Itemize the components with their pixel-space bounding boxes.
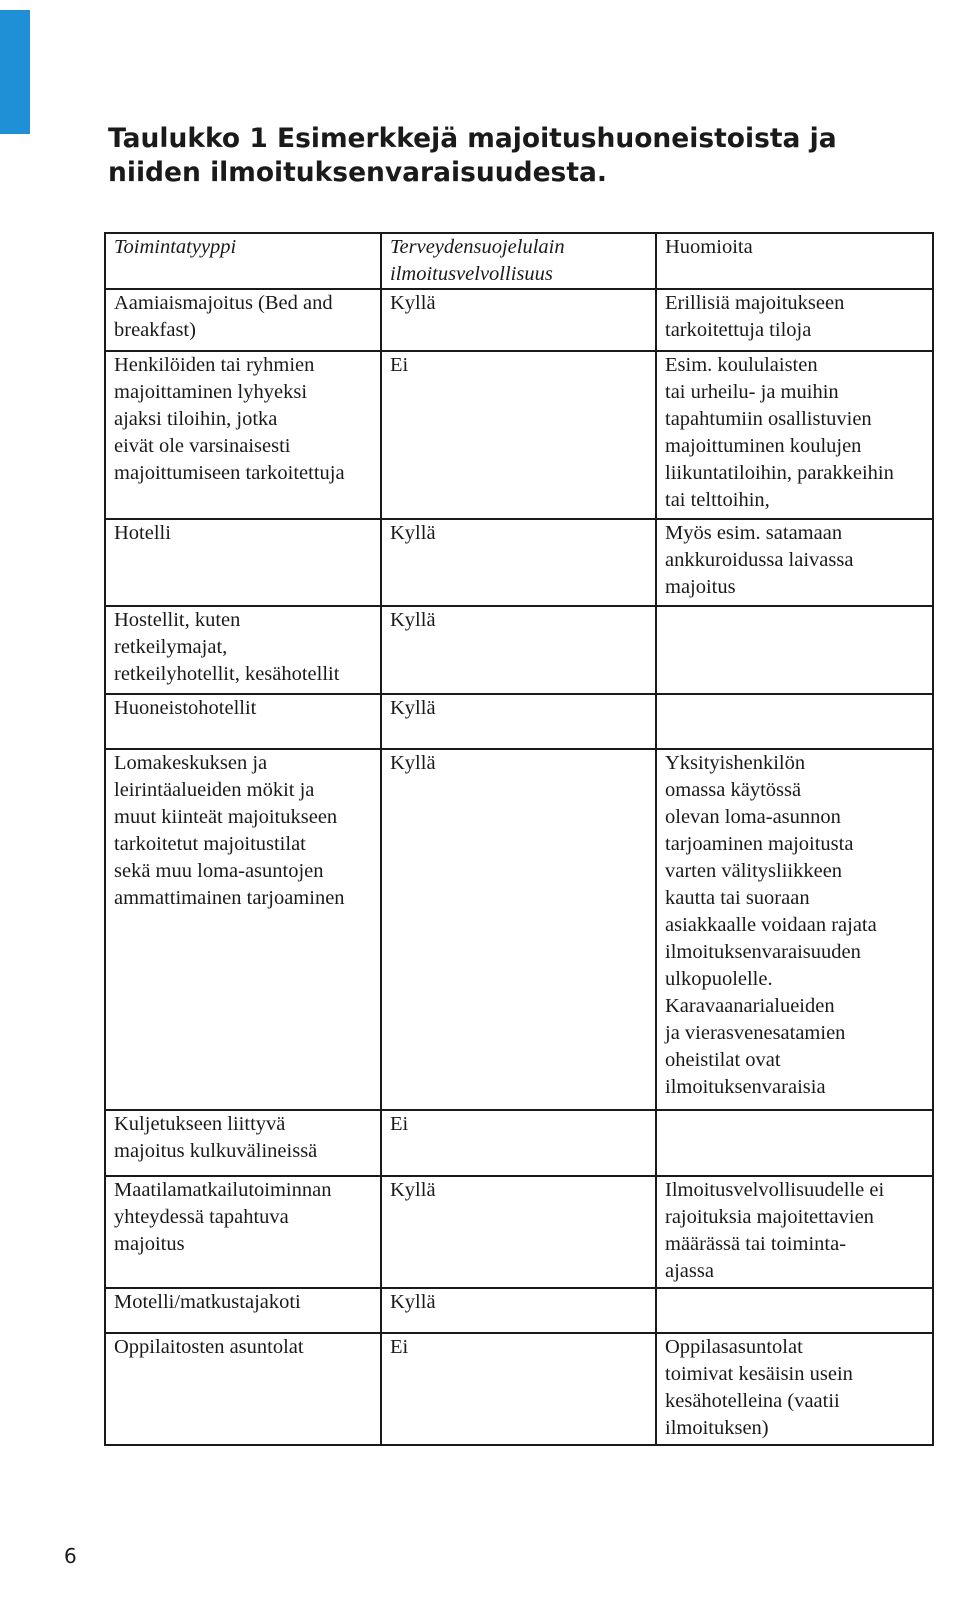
cell-line: Huoneistohotellit bbox=[114, 697, 257, 719]
cell-line: ja vierasvenesatamien bbox=[665, 1022, 846, 1044]
cell-line: Hotelli bbox=[114, 522, 171, 544]
cell-line: rajoituksia majoitettavien bbox=[665, 1206, 874, 1228]
cell-line: tarkoitetut majoitustilat bbox=[114, 833, 306, 855]
header-notification-line: ilmoitusvelvollisuus bbox=[390, 263, 553, 285]
cell-line: ajassa bbox=[665, 1260, 714, 1282]
cell-activity-type bbox=[105, 694, 381, 749]
header-activity-type: Toimintatyyppi bbox=[105, 233, 381, 289]
cell-line: kautta tai suoraan bbox=[665, 887, 810, 909]
header-notification-line: Terveydensuojelulain bbox=[390, 236, 565, 258]
accommodation-table bbox=[104, 232, 934, 1446]
cell-line: majoittuminen koulujen bbox=[665, 435, 862, 457]
cell-notification-duty: Kyllä bbox=[381, 1176, 656, 1288]
cell-line: liikuntatiloihin, parakkeihin bbox=[665, 462, 894, 484]
cell-line: retkeilyhotellit, kesähotellit bbox=[114, 663, 340, 685]
cell-activity-type bbox=[105, 1176, 381, 1288]
cell-line: Kuljetukseen liittyvä bbox=[114, 1113, 286, 1135]
cell-line: majoitus bbox=[114, 1233, 185, 1255]
table-row bbox=[105, 1288, 933, 1333]
cell-line: tai telttoihin, bbox=[665, 489, 770, 511]
cell-line: majoittumiseen tarkoitettuja bbox=[114, 462, 345, 484]
header-notification-duty bbox=[381, 233, 656, 289]
cell-line: omassa käytössä bbox=[665, 779, 802, 801]
cell-remarks bbox=[656, 694, 933, 749]
table-body bbox=[105, 289, 933, 1445]
table-row bbox=[105, 519, 933, 606]
table-row bbox=[105, 749, 933, 1110]
cell-line: Karavaanarialueiden bbox=[665, 995, 835, 1017]
cell-line: ilmoituksenvaraisia bbox=[665, 1076, 826, 1098]
accent-bar bbox=[0, 10, 30, 134]
cell-activity-type bbox=[105, 351, 381, 519]
cell-line: Oppilasasuntolat bbox=[665, 1336, 803, 1358]
cell-line: tai urheilu- ja muihin bbox=[665, 381, 839, 403]
cell-line: ulkopuolelle. bbox=[665, 968, 773, 990]
cell-notification-duty: Kyllä bbox=[381, 289, 656, 351]
table-header-row bbox=[105, 233, 933, 289]
table-row bbox=[105, 351, 933, 519]
cell-line: Henkilöiden tai ryhmien bbox=[114, 354, 315, 376]
cell-line: Myös esim. satamaan bbox=[665, 522, 843, 544]
cell-line: Maatilamatkailutoiminnan bbox=[114, 1179, 332, 1201]
cell-remarks bbox=[656, 1288, 933, 1333]
cell-notification-duty: Kyllä bbox=[381, 1288, 656, 1333]
cell-line: tarkoitettuja tiloja bbox=[665, 319, 812, 341]
cell-line: toimivat kesäisin usein bbox=[665, 1363, 853, 1385]
cell-line: tarjoaminen majoitusta bbox=[665, 833, 854, 855]
cell-line: tapahtumiin osallistuvien bbox=[665, 408, 872, 430]
cell-line: varten välitysliikkeen bbox=[665, 860, 843, 882]
cell-line: Esim. koululaisten bbox=[665, 354, 818, 376]
cell-activity-type bbox=[105, 1110, 381, 1176]
table-row bbox=[105, 694, 933, 749]
cell-activity-type bbox=[105, 519, 381, 606]
cell-line: breakfast) bbox=[114, 319, 196, 341]
cell-line: eivät ole varsinaisesti bbox=[114, 435, 291, 457]
cell-line: kesähotelleina (vaatii bbox=[665, 1390, 840, 1412]
cell-notification-duty: Kyllä bbox=[381, 606, 656, 694]
cell-line: muut kiinteät majoitukseen bbox=[114, 806, 338, 828]
cell-line: ankkuroidussa laivassa bbox=[665, 549, 854, 571]
cell-activity-type bbox=[105, 289, 381, 351]
cell-line: Aamiaismajoitus (Bed and bbox=[114, 292, 333, 314]
cell-line: ammattimainen tarjoaminen bbox=[114, 887, 345, 909]
cell-line: ajaksi tiloihin, jotka bbox=[114, 408, 278, 430]
cell-remarks bbox=[656, 351, 933, 519]
cell-notification-duty: Kyllä bbox=[381, 694, 656, 749]
cell-activity-type bbox=[105, 1288, 381, 1333]
cell-remarks bbox=[656, 606, 933, 694]
cell-line: Erillisiä majoitukseen bbox=[665, 292, 845, 314]
cell-line: määrässä tai toiminta- bbox=[665, 1233, 847, 1255]
cell-notification-duty: Kyllä bbox=[381, 749, 656, 1110]
cell-line: Hostellit, kuten bbox=[114, 609, 241, 631]
cell-line: Ilmoitusvelvollisuudelle ei bbox=[665, 1179, 885, 1201]
cell-remarks bbox=[656, 1110, 933, 1176]
table-row bbox=[105, 1110, 933, 1176]
cell-notification-duty: Kyllä bbox=[381, 519, 656, 606]
header-remarks: Huomioita bbox=[656, 233, 933, 289]
table-row bbox=[105, 606, 933, 694]
cell-line: Oppilaitosten asuntolat bbox=[114, 1336, 304, 1358]
cell-notification-duty: Ei bbox=[381, 1110, 656, 1176]
cell-remarks bbox=[656, 1333, 933, 1445]
table-row bbox=[105, 1176, 933, 1288]
table-caption: Taulukko 1 Esimerkkejä majoitushuoneistoista ja niiden ilmoituksenvaraisuudesta. bbox=[108, 123, 837, 188]
cell-activity-type bbox=[105, 1333, 381, 1445]
cell-notification-duty: Ei bbox=[381, 351, 656, 519]
cell-remarks bbox=[656, 749, 933, 1110]
cell-remarks bbox=[656, 289, 933, 351]
cell-line: olevan loma-asunnon bbox=[665, 806, 841, 828]
cell-line: retkeilymajat, bbox=[114, 636, 228, 658]
cell-line: Yksityishenkilön bbox=[665, 752, 806, 774]
cell-line: sekä muu loma-asuntojen bbox=[114, 860, 324, 882]
cell-activity-type bbox=[105, 749, 381, 1110]
cell-notification-duty: Ei bbox=[381, 1333, 656, 1445]
cell-line: majoitus kulkuvälineissä bbox=[114, 1140, 318, 1162]
cell-line: Motelli/matkustajakoti bbox=[114, 1291, 301, 1313]
cell-line: yhteydessä tapahtuva bbox=[114, 1206, 289, 1228]
cell-line: Lomakeskuksen ja bbox=[114, 752, 268, 774]
cell-line: ilmoituksenvaraisuuden bbox=[665, 941, 861, 963]
table-row bbox=[105, 1333, 933, 1445]
cell-line: leirintäalueiden mökit ja bbox=[114, 779, 315, 801]
table-row bbox=[105, 289, 933, 351]
cell-line: majoittaminen lyhyeksi bbox=[114, 381, 308, 403]
cell-remarks bbox=[656, 519, 933, 606]
cell-line: ilmoituksen) bbox=[665, 1417, 769, 1439]
cell-line: oheistilat ovat bbox=[665, 1049, 781, 1071]
cell-line: majoitus bbox=[665, 576, 736, 598]
cell-remarks bbox=[656, 1176, 933, 1288]
cell-line: asiakkaalle voidaan rajata bbox=[665, 914, 877, 936]
page-number: 6 bbox=[64, 1544, 77, 1568]
cell-activity-type bbox=[105, 606, 381, 694]
